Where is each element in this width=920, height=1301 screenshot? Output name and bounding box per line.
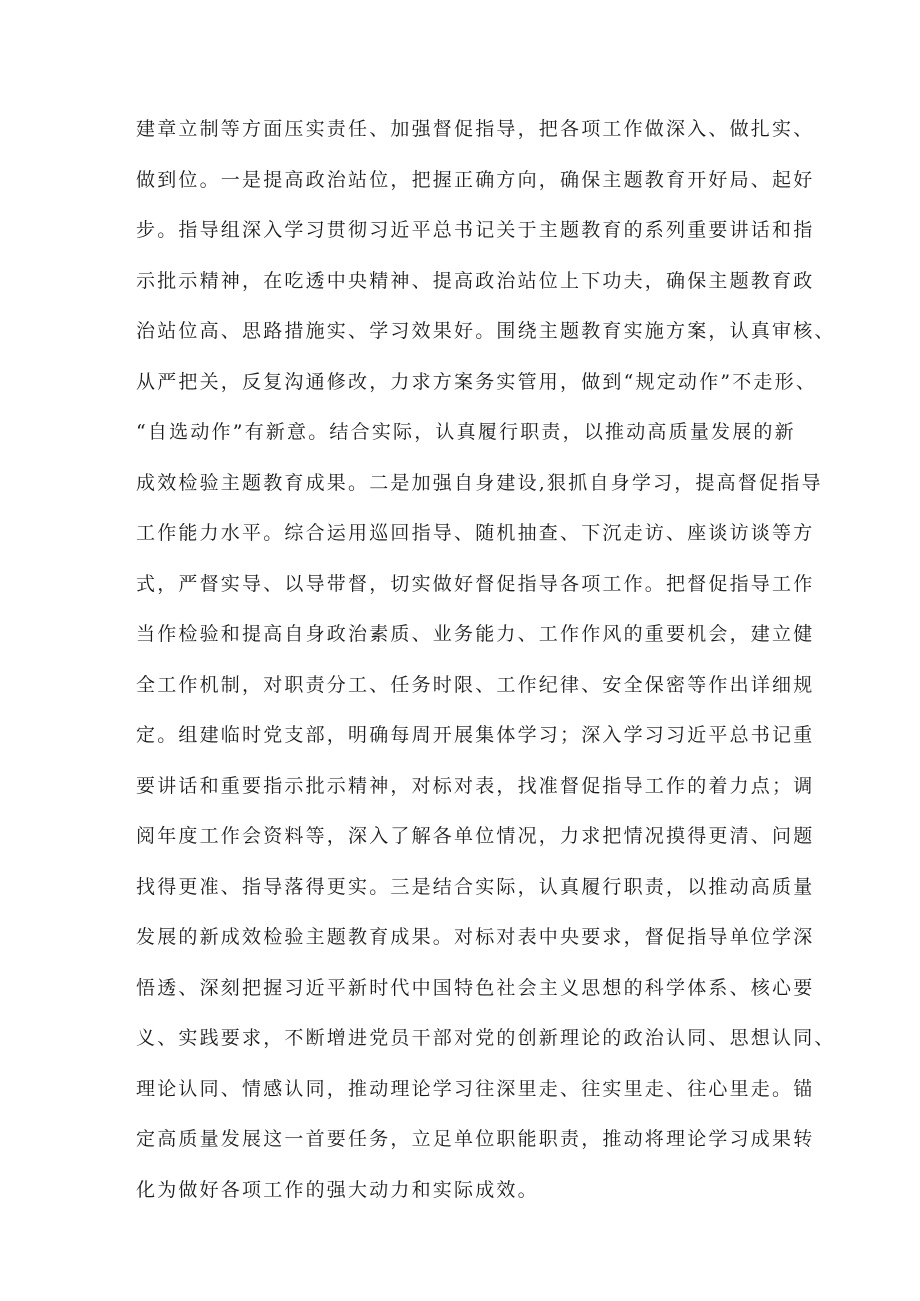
text-line: 治站位高、思路措施实、学习效果好。围绕主题教育实施方案，认真审核、 [136, 320, 836, 342]
text-line: “自选动作”有新意。结合实际，认真履行职责，以推动高质量发展的新 [136, 421, 796, 443]
text-line: 找得更准、指导落得更实。三是结合实际，认真履行职责，以推动高质量 [136, 875, 815, 898]
text-line: 化为做好各项工作的强大动力和实际成效。 [136, 1178, 539, 1201]
text-line: 理论认同、情感认同，推动理论学习往深里走、往实里走、往心里走。锚 [136, 1077, 815, 1100]
text-line: 悟透、深刻把握习近平新时代中国特色社会主义思想的科学体系、核心要 [136, 976, 815, 999]
text-line: 示批示精神，在吃透中央精神、提高政治站位上下功夫，确保主题教育政 [136, 269, 815, 292]
body-paragraph [136, 104, 836, 1215]
text-line: 做到位。一是提高政治站位，把握正确方向，确保主题教育开好局、起好 [136, 168, 815, 191]
text-line: 要讲话和重要指示批示精神，对标对表，找准督促指导工作的着力点；调 [136, 774, 815, 797]
text-line: 式，严督实导、以导带督，切实做好督促指导各项工作。把督促指导工作 [136, 572, 815, 595]
text-line: 义、实践要求，不断增进党员干部对党的创新理论的政治认同、思想认同、 [136, 1027, 836, 1049]
text-line: 发展的新成效检验主题教育成果。对标对表中央要求，督促指导单位学深 [136, 926, 815, 948]
text-line: 定高质量发展这一首要任务，立足单位职能职责，推动将理论学习成果转 [136, 1128, 815, 1150]
text-line: 阅年度工作会资料等，深入了解各单位情况，力求把情况摸得更清、问题 [136, 825, 815, 847]
text-line: 当作检验和提高自身政治素质、业务能力、工作作风的重要机会，建立健 [136, 623, 815, 645]
text-line: 工作能力水平。综合运用巡回指导、随机抽查、下沉走访、座谈访谈等方 [136, 522, 815, 544]
text-line: 定。组建临时党支部，明确每周开展集体学习；深入学习习近平总书记重 [136, 724, 815, 746]
text-line: 步。指导组深入学习贯彻习近平总书记关于主题教育的系列重要讲话和指 [136, 219, 815, 241]
text-line: 建章立制等方面压实责任、加强督促指导，把各项工作做深入、做扎实、 [136, 118, 815, 140]
text-line: 全工作机制，对职责分工、任务时限、工作纪律、安全保密等作出详细规 [136, 673, 815, 696]
text-line: 成效检验主题教育成果。二是加强自身建设,狠抓自身学习，提高督促指导 [136, 471, 823, 494]
text-line: 从严把关，反复沟通修改，力求方案务实管用，做到“规定动作”不走形、 [136, 370, 818, 393]
